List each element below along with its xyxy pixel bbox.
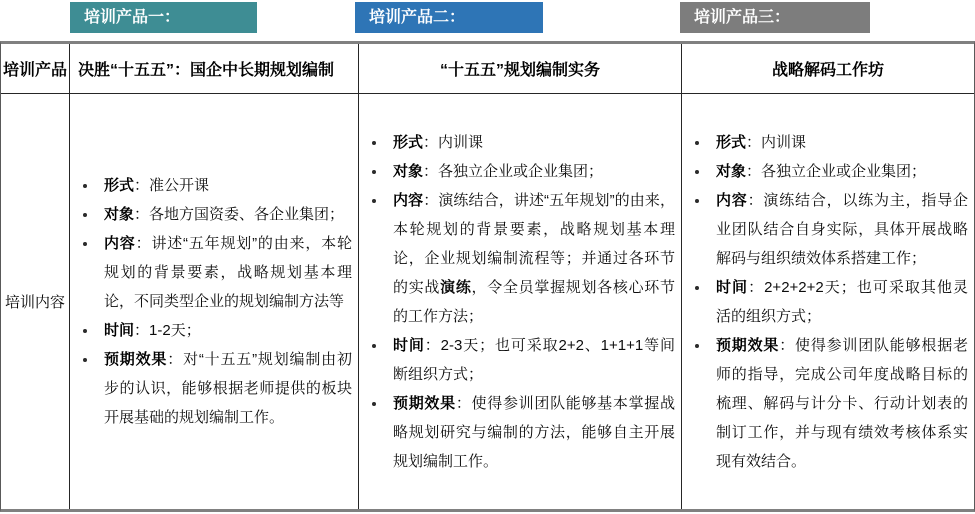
item-separator: ： xyxy=(423,133,439,151)
item-separator: ： xyxy=(779,336,796,354)
list-item xyxy=(367,331,675,389)
item-separator: ： xyxy=(134,177,150,194)
item-separator: ： xyxy=(748,278,765,296)
list-item xyxy=(367,128,675,157)
list-item xyxy=(690,157,968,186)
item-separator: ： xyxy=(167,351,184,368)
product-3-title: 战略解码工作坊 xyxy=(682,44,974,94)
product-two-chip xyxy=(355,2,543,33)
item-label: 内容 xyxy=(393,191,424,209)
item-text: 各地方国资委、各企业集团； xyxy=(149,206,345,223)
product-2-content-cell xyxy=(359,94,682,509)
item-text: 演练结合，以练为主，指导企业团队结合自身实际，具体开展战略解码与组织绩效体系搭建工作； xyxy=(716,191,968,267)
item-text: 使得参训团队能够根据老师的指导，完成公司年度战略目标的梳理、解码与计分卡、行动计划表的制订工作，并与现有绩效考核体系实现有效结合。 xyxy=(716,336,968,470)
item-separator: ： xyxy=(423,191,439,209)
item-label: 形式 xyxy=(393,133,424,151)
item-text: 讲述“五年规划”的由来，本轮规划的背景要素，战略规划基本理论，不同类型企业的规划编制方法等 xyxy=(104,235,352,310)
list-item xyxy=(690,128,968,157)
list-item xyxy=(690,331,968,476)
list-item xyxy=(367,186,675,331)
product-1-item-list xyxy=(78,171,352,432)
list-item xyxy=(78,200,352,229)
item-text: 使得参训团队能够基本掌握战略规划研究与编制的方法，能够自主开展规划编制工作。 xyxy=(393,394,675,470)
product-1-title: 决胜“十五五”：国企中长期规划编制 xyxy=(70,44,359,94)
item-label: 对象 xyxy=(716,162,747,180)
product-two-chip-label: 培训产品二： xyxy=(369,9,466,26)
product-three-chip xyxy=(680,2,870,33)
list-item xyxy=(690,186,968,273)
product-one-chip-label: 培训产品一： xyxy=(84,9,181,26)
item-separator: ： xyxy=(455,394,472,412)
list-item xyxy=(78,229,352,316)
item-label: 内容 xyxy=(104,235,136,252)
item-text: 演练结合，讲述“五年规划”的由来，本轮规划的背景要素，战略规划基本理论，企业规划编制流程等；并通过各环节的实战 xyxy=(393,191,675,296)
item-label: 形式 xyxy=(104,177,135,194)
training-products-table xyxy=(0,41,975,512)
item-text: 2+2+2+2天；也可采取其他灵活的组织方式； xyxy=(716,278,968,325)
item-text: 对“十五五”规划编制由初步的认识，能够根据老师提供的板块开展基础的规划编制工作。 xyxy=(104,351,352,426)
item-label: 形式 xyxy=(716,133,747,151)
item-separator: ： xyxy=(423,162,439,180)
item-separator: ： xyxy=(747,191,764,209)
item-text: 1-2天； xyxy=(149,322,201,339)
product-3-item-list xyxy=(690,128,968,476)
product-2-title: “十五五”规划编制实务 xyxy=(359,44,682,94)
item-separator: ： xyxy=(746,133,762,151)
item-text: 准公开课 xyxy=(149,177,210,194)
item-separator: ： xyxy=(134,206,150,223)
item-text: 2-3天；也可采取2+2、1+1+1等间断组织方式； xyxy=(393,336,675,383)
product-three-chip-label: 培训产品三： xyxy=(694,9,791,26)
item-separator: ： xyxy=(746,162,762,180)
item-label: 预期效果 xyxy=(716,336,780,354)
item-separator: ： xyxy=(134,322,150,339)
product-1-content-cell xyxy=(70,94,359,509)
item-text: 各独立企业或企业集团； xyxy=(761,162,927,180)
list-item xyxy=(367,389,675,476)
item-text: 各独立企业或企业集团； xyxy=(438,162,604,180)
item-text: 演练 xyxy=(440,278,472,296)
row-header-products-label: 培训产品 xyxy=(1,44,70,94)
item-label: 对象 xyxy=(104,206,135,223)
item-text: 内训课 xyxy=(438,133,484,151)
item-label: 内容 xyxy=(716,191,748,209)
list-item xyxy=(78,316,352,345)
item-label: 预期效果 xyxy=(104,351,168,368)
list-item xyxy=(78,171,352,200)
item-text: 内训课 xyxy=(761,133,807,151)
row-header-content-label: 培训内容 xyxy=(1,94,70,509)
item-label: 对象 xyxy=(393,162,424,180)
product-one-chip xyxy=(70,2,257,33)
list-item xyxy=(78,345,352,432)
product-2-item-list xyxy=(367,128,675,476)
item-separator: ： xyxy=(424,336,441,354)
list-item xyxy=(690,273,968,331)
item-label: 预期效果 xyxy=(393,394,456,412)
item-label: 时间 xyxy=(104,322,135,339)
list-item xyxy=(367,157,675,186)
product-3-content-cell xyxy=(682,94,974,509)
item-text: ，令全员掌握规划各核心环节的工作方法； xyxy=(393,278,675,325)
item-separator: ： xyxy=(135,235,152,252)
item-label: 时间 xyxy=(716,278,749,296)
item-label: 时间 xyxy=(393,336,425,354)
